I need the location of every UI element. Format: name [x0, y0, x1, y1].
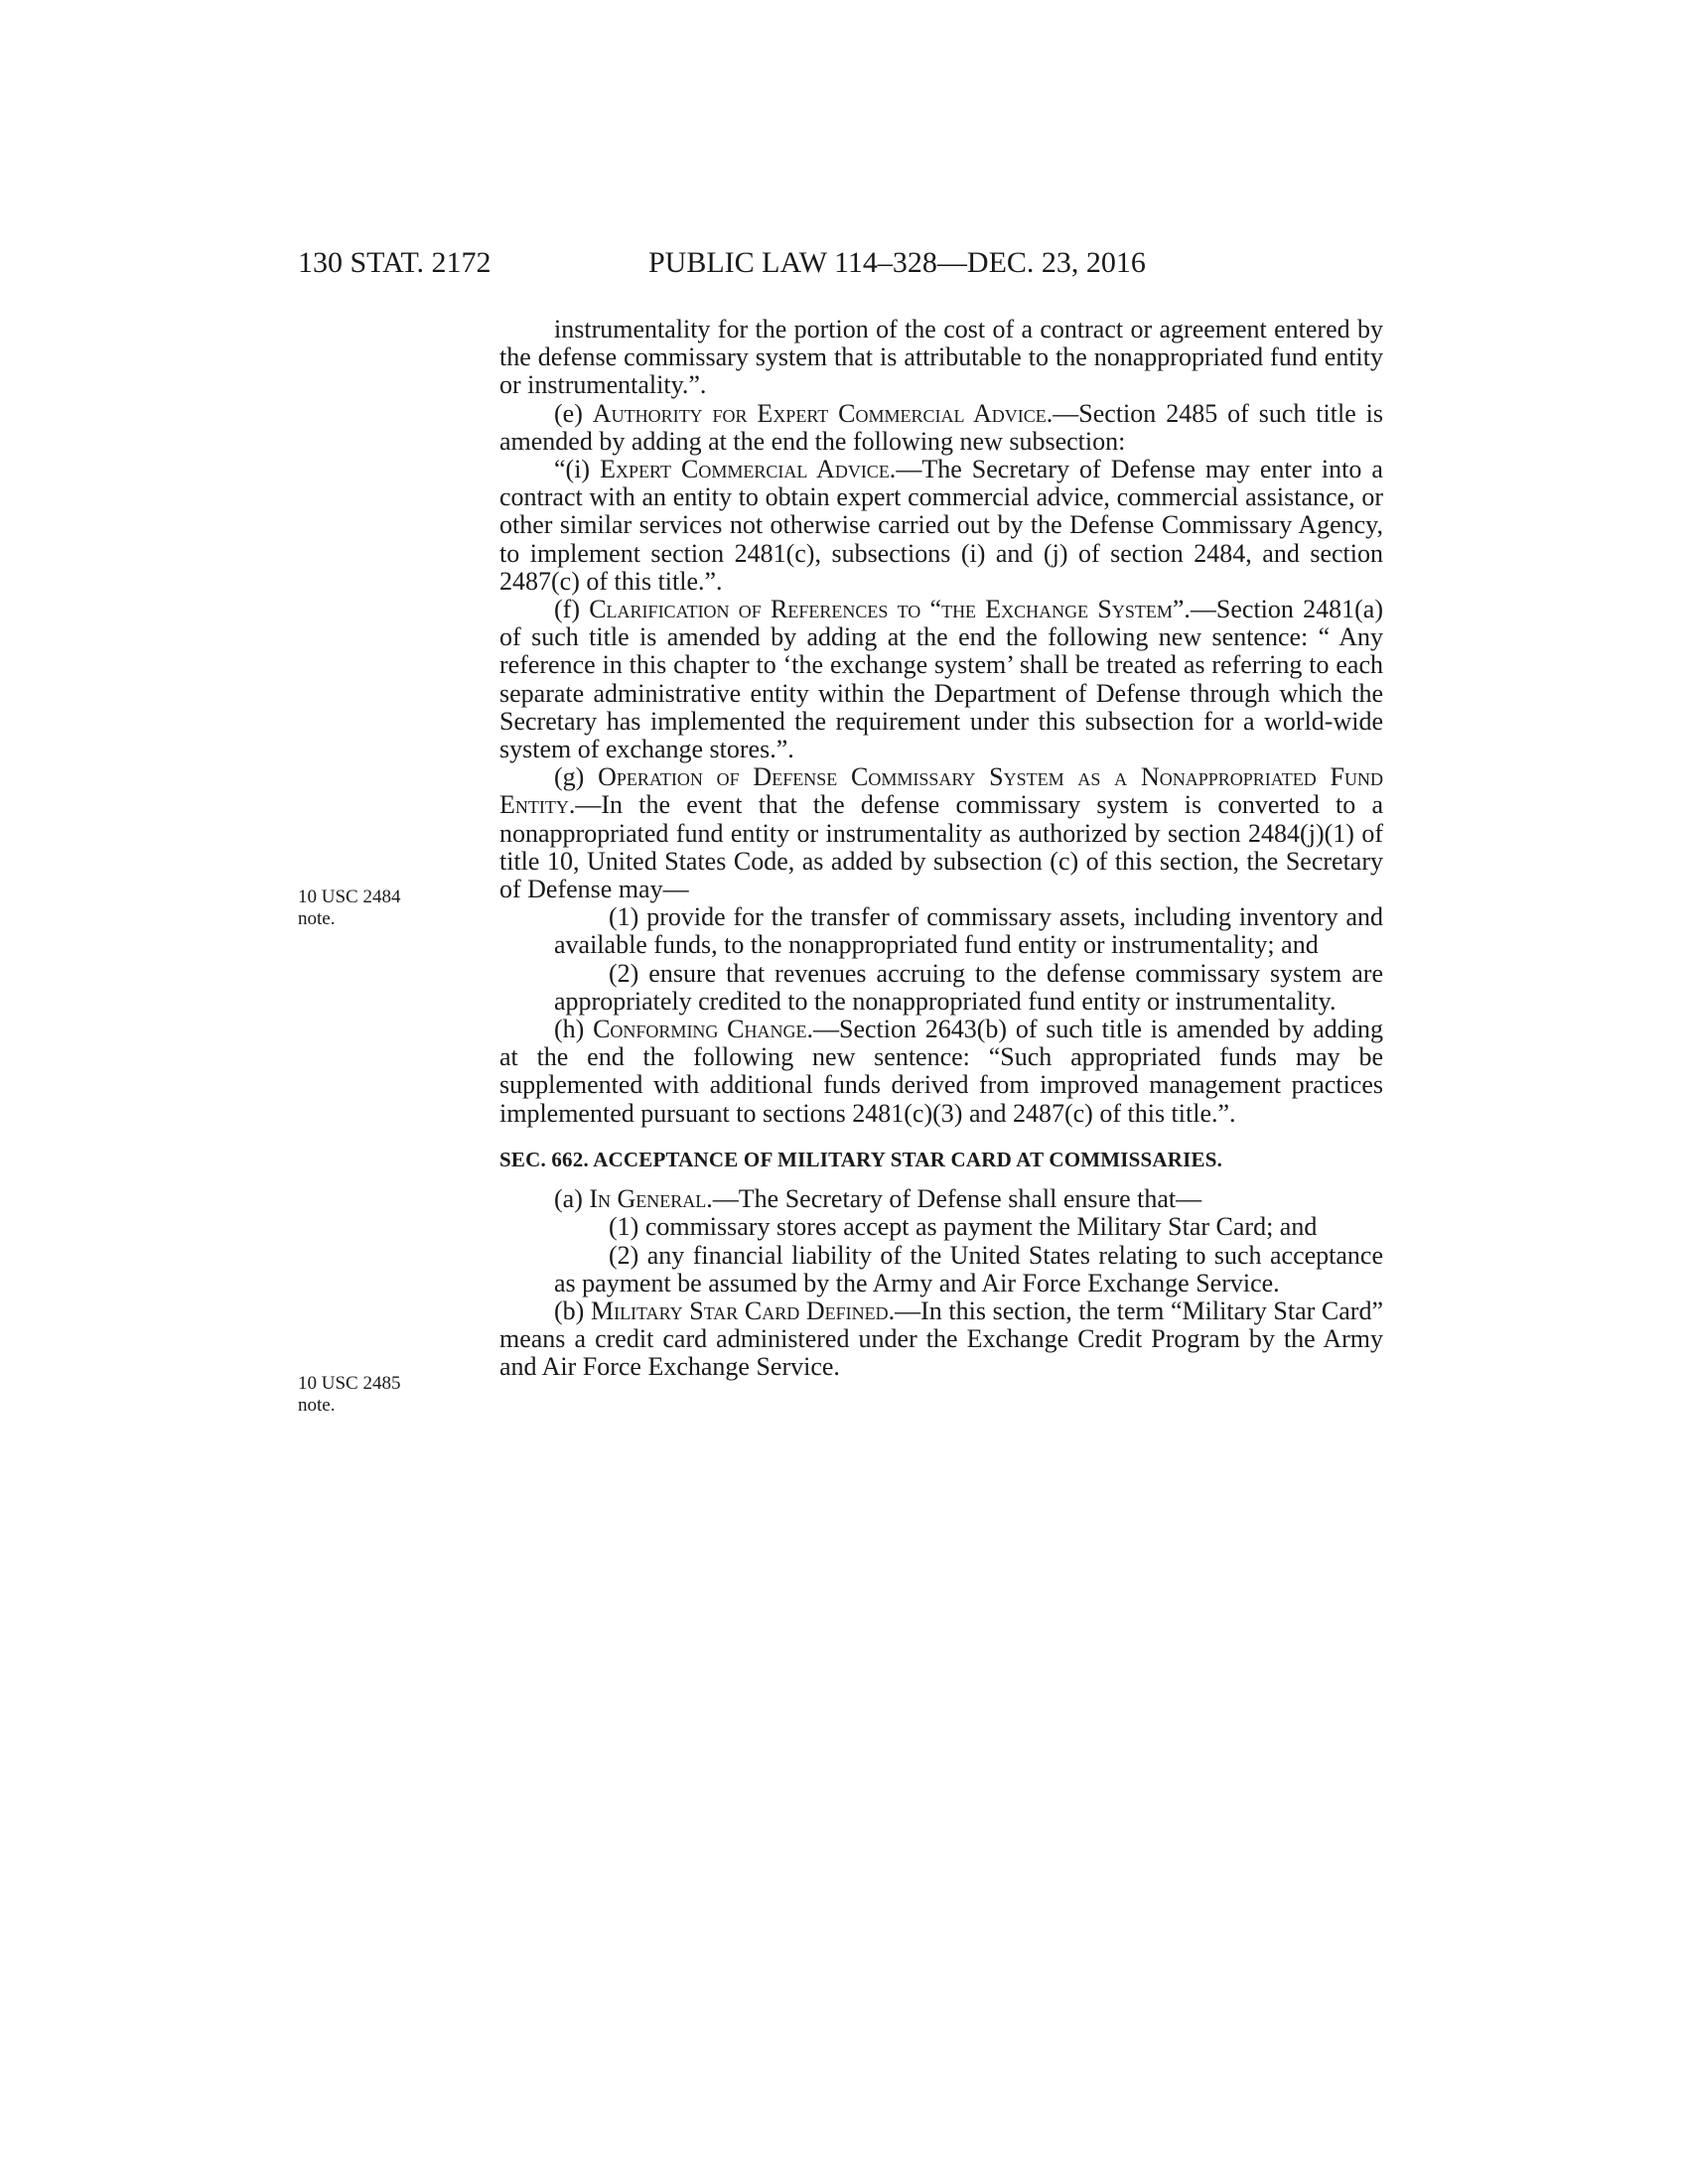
- document-body: [499, 316, 1383, 1382]
- subsection-heading: Operation of Defense Commissary System as a Nonappropriated Fund Entity.: [499, 762, 1383, 820]
- subsection-heading: Conforming Change.: [593, 1015, 814, 1044]
- subsection-f: [499, 596, 1383, 763]
- subsection-a: [499, 1185, 1383, 1213]
- margin-note-label: note.: [298, 1395, 336, 1416]
- margin-note-label: note.: [298, 908, 336, 929]
- subsection-label: (b): [554, 1296, 591, 1325]
- subsection-label: (h): [554, 1015, 594, 1044]
- section-heading: SEC. 662. ACCEPTANCE OF MILITARY STAR CARD AT COMMISSARIES.: [499, 1147, 1223, 1171]
- paragraph-g-1: (1) provide for the transfer of commissary assets, including inventory and available funds, to the nonappropriated fund entity or instrumentality; and: [554, 902, 1383, 960]
- paragraph-g-2: (2) ensure that revenues accruing to the defense commissary system are appropriately credited to the nonappropriated fund entity or instrumentality.: [554, 958, 1383, 1016]
- stat-reference: 130 STAT. 2172: [298, 246, 492, 279]
- subsection-text: —In the event that the defense commissary system is converted to a nonappropriated fund entity or instrumentality as authorized by section 2484(j)(1) of title 10, United States Code, as added by subsection (c) of this section, the Secretary of Defense may—: [499, 790, 1383, 904]
- subsection-heading: In General.: [589, 1184, 713, 1214]
- margin-note-2484: [298, 887, 447, 930]
- margin-note-citation: 10 USC 2484: [298, 887, 401, 907]
- subsection-text: —In this section, the term “Military Star Card” means a credit card administered under the Exchange Credit Program by the Army and Air Force Exchange Service.: [499, 1296, 1383, 1382]
- subsection-g: [499, 763, 1383, 903]
- paragraph-a-1: (1) commissary stores accept as payment the Military Star Card; and: [609, 1212, 1318, 1242]
- subsection-text: —Section 2643(b) of such title is amended by adding at the end the following new sentence: “Such appropriated funds may be supplemented with additional funds derived from improved management practices implemented pursuant to sections 2481(c)(3) and 2487(c) of this title.”.: [499, 1015, 1383, 1128]
- subsection-h: [499, 1016, 1383, 1128]
- subsection-text: —The Secretary of Defense shall ensure that—: [712, 1184, 1202, 1214]
- subsection-heading: Clarification of References to “the Exchange System”.: [589, 595, 1191, 624]
- subsection-text: —The Secretary of Defense may enter into a contract with an entity to obtain expert commercial advice, commercial assistance, or other similar services not otherwise carried out by the Defense Commissary Agency, to implement section 2481(c), subsections (i) and (j) of section 2484, and section 2487(c) of this title.”.: [499, 455, 1383, 596]
- subsection-heading: Authority for Expert Commercial Advice.: [592, 398, 1054, 428]
- continued-paragraph: instrumentality for the portion of the cost of a contract or agreement entered by the defense commissary system that is attributable to the nonappropriated fund entity or instrumentality.”.: [499, 315, 1383, 400]
- subsection-b: [499, 1297, 1383, 1382]
- subsection-e: [499, 400, 1383, 456]
- quoted-subsection-i: [499, 456, 1383, 596]
- subsection-text: —Section 2481(a) of such title is amended by adding at the end the following new sentence: “ Any reference in this chapter to ‘the exchange system’ shall be treated as referring to each separate administrative entity within the Department of Defense through which the Secretary has implemented the requirement under this subsection for a world-wide system of exchange stores.”.: [499, 595, 1383, 764]
- margin-note-citation: 10 USC 2485: [298, 1373, 401, 1394]
- page-header: [298, 246, 1390, 286]
- subsection-label: (e): [554, 398, 593, 428]
- subsection-heading: Military Star Card Defined.: [590, 1296, 896, 1325]
- law-title: PUBLIC LAW 114–328—DEC. 23, 2016: [648, 246, 1146, 279]
- subsection-label: “(i): [554, 455, 601, 484]
- subsection-label: (f): [554, 595, 590, 624]
- subsection-text: —Section 2485 of such title is amended by adding at the end the following new subsection:: [499, 398, 1384, 456]
- subsection-label: (a): [554, 1184, 590, 1214]
- paragraph-a-2: (2) any financial liability of the United States relating to such acceptance as payment be assumed by the Army and Air Force Exchange Service.: [554, 1240, 1383, 1297]
- margin-note-2485: [298, 1373, 447, 1417]
- subsection-label: (g): [554, 762, 599, 792]
- subsection-heading: Expert Commercial Advice.: [600, 455, 897, 484]
